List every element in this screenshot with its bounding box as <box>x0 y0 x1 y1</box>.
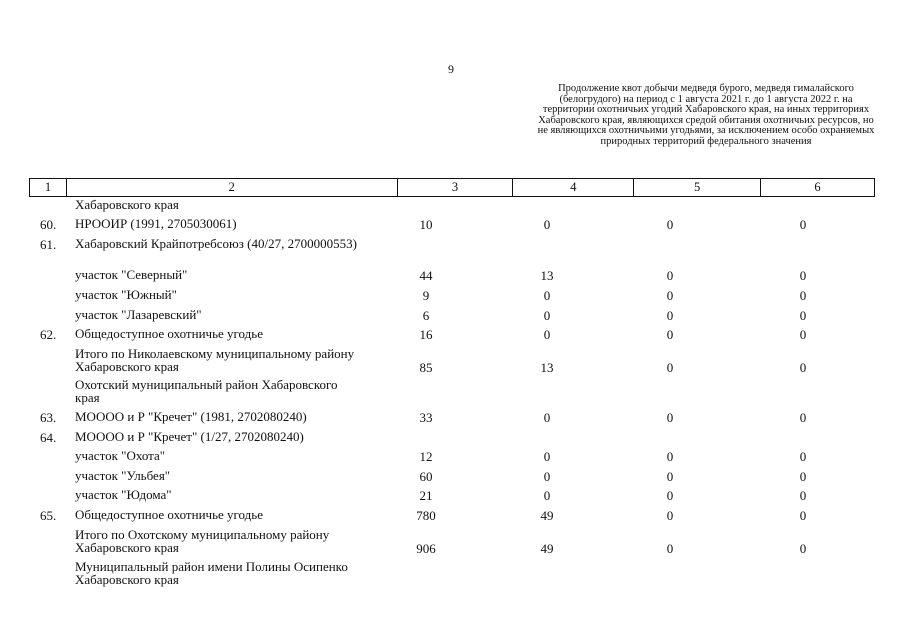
row-number: 64. <box>40 430 57 445</box>
cell-col4: 0 <box>543 488 551 503</box>
cell-col5: 0 <box>666 469 674 484</box>
cell-col5: 0 <box>666 449 674 464</box>
row-name: участок "Северный" <box>75 267 188 282</box>
row-name: Общедоступное охотничье угодье <box>75 326 263 341</box>
row-name: Общедоступное охотничье угодье <box>75 507 263 522</box>
row-name: Муниципальный район имени Полины Осипенко Хабаровского края <box>75 559 348 587</box>
column-header: 3 <box>397 179 513 197</box>
row-name: участок "Южный" <box>75 287 177 302</box>
cell-col5: 0 <box>666 217 674 232</box>
column-header: 6 <box>761 179 875 197</box>
cell-col3: 16 <box>419 327 433 342</box>
cell-col5: 0 <box>666 308 674 323</box>
cell-col3: 9 <box>422 288 430 303</box>
cell-col3: 44 <box>419 268 433 283</box>
cell-col4: 0 <box>543 327 551 342</box>
cell-col6: 0 <box>799 268 807 283</box>
row-name: Хабаровский Крайпотребсоюз (40/27, 2700000553) <box>75 236 357 251</box>
page-number: 9 <box>448 62 454 76</box>
cell-col3: 780 <box>416 508 436 523</box>
cell-col3: 60 <box>419 469 433 484</box>
cell-col3: 6 <box>422 308 430 323</box>
cell-col3: 906 <box>416 541 436 556</box>
cell-col6: 0 <box>799 217 807 232</box>
row-name: Хабаровского края <box>75 197 179 212</box>
cell-col4: 49 <box>540 541 554 556</box>
cell-col4: 0 <box>543 217 551 232</box>
cell-col5: 0 <box>666 508 674 523</box>
cell-col4: 0 <box>543 308 551 323</box>
column-header: 2 <box>66 179 397 197</box>
cell-col4: 0 <box>543 288 551 303</box>
row-name: МОООО и Р "Кречет" (1/27, 2702080240) <box>75 429 304 444</box>
column-header: 4 <box>513 179 634 197</box>
cell-col6: 0 <box>799 449 807 464</box>
cell-col4: 0 <box>543 469 551 484</box>
cell-col3: 21 <box>419 488 433 503</box>
table-caption: Продолжение квот добычи медведя бурого, медведя гималайского (белогрудого) на период с 1 августа 2021 г. до 1 августа 2022 г. на территории охотничьих угодий Хабаровского края, на иных территориях Хабаровского края, являющихся средой обитания охотничьих ресурсов, но не являющихся охотничьими угодьями, за исключением особо охраняемых природных территорий федерального значения <box>537 83 875 147</box>
column-header-row <box>30 179 875 197</box>
row-number: 62. <box>40 327 57 342</box>
row-name: Охотский муниципальный район Хабаровского края <box>75 377 338 405</box>
cell-col4: 0 <box>543 410 551 425</box>
row-number: 65. <box>40 508 57 523</box>
row-name: участок "Охота" <box>75 448 166 463</box>
row-name: участок "Ульбея" <box>75 468 171 483</box>
cell-col3: 10 <box>419 217 433 232</box>
cell-col5: 0 <box>666 488 674 503</box>
cell-col6: 0 <box>799 327 807 342</box>
row-name: НРООИР (1991, 2705030061) <box>75 216 237 231</box>
cell-col3: 33 <box>419 410 433 425</box>
cell-col6: 0 <box>799 360 807 375</box>
row-name: Итого по Охотскому муниципальному району Хабаровского края <box>75 527 330 555</box>
row-number: 60. <box>40 217 57 232</box>
cell-col3: 85 <box>419 360 433 375</box>
cell-col3: 12 <box>419 449 433 464</box>
cell-col5: 0 <box>666 327 674 342</box>
cell-col6: 0 <box>799 541 807 556</box>
cell-col4: 13 <box>540 360 554 375</box>
column-header: 5 <box>634 179 761 197</box>
cell-col5: 0 <box>666 268 674 283</box>
cell-col6: 0 <box>799 488 807 503</box>
cell-col6: 0 <box>799 469 807 484</box>
cell-col4: 13 <box>540 268 554 283</box>
cell-col6: 0 <box>799 288 807 303</box>
cell-col5: 0 <box>666 541 674 556</box>
row-number: 63. <box>40 410 57 425</box>
row-name: Итого по Николаевскому муниципальному району Хабаровского края <box>75 346 355 374</box>
cell-col6: 0 <box>799 308 807 323</box>
cell-col6: 0 <box>799 410 807 425</box>
column-header: 1 <box>30 179 67 197</box>
row-name: участок "Юдома" <box>75 487 172 502</box>
row-name: участок "Лазаревский" <box>75 307 202 322</box>
row-number: 61. <box>40 237 57 252</box>
row-name: МОООО и Р "Кречет" (1981, 2702080240) <box>75 409 307 424</box>
cell-col4: 49 <box>540 508 554 523</box>
cell-col5: 0 <box>666 410 674 425</box>
cell-col5: 0 <box>666 288 674 303</box>
column-header-table <box>29 178 875 197</box>
cell-col5: 0 <box>666 360 674 375</box>
cell-col4: 0 <box>543 449 551 464</box>
cell-col6: 0 <box>799 508 807 523</box>
